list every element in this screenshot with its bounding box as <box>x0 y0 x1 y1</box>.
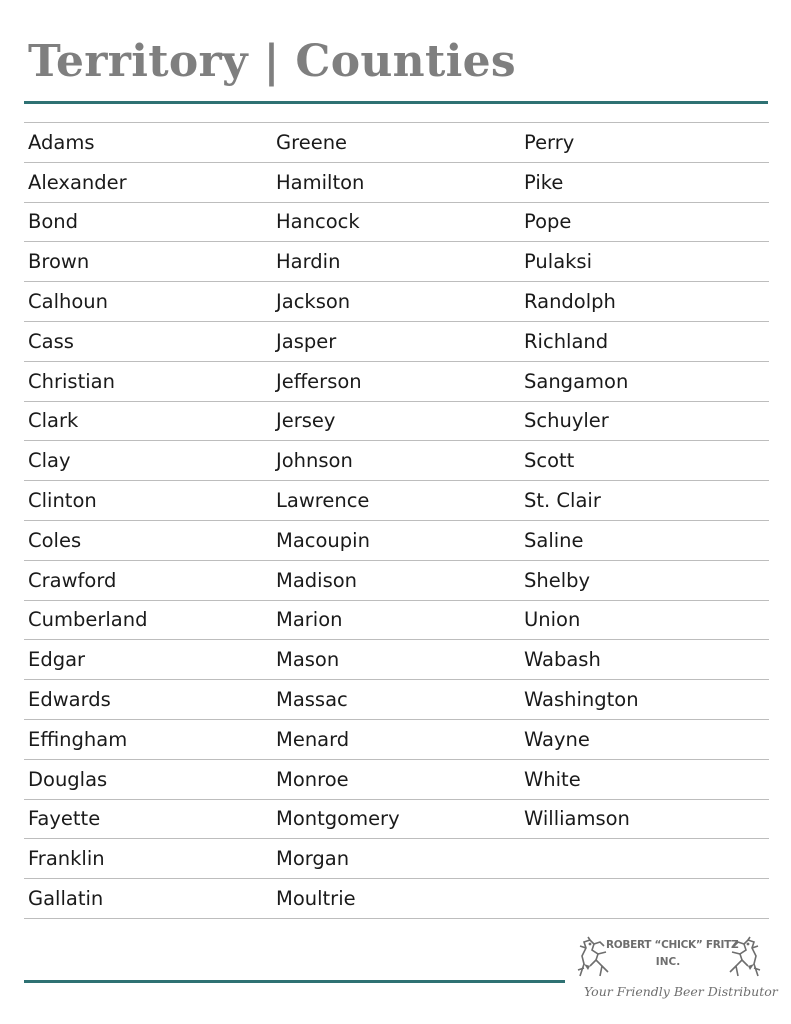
county-cell: Massac <box>272 680 520 720</box>
county-table <box>24 122 769 919</box>
county-cell: Hardin <box>272 242 520 282</box>
county-cell: Washington <box>520 680 769 720</box>
county-cell: Cass <box>24 321 272 361</box>
table-row <box>24 242 769 282</box>
county-cell: Richland <box>520 321 769 361</box>
table-row <box>24 799 769 839</box>
county-cell: Jasper <box>272 321 520 361</box>
table-row <box>24 600 769 640</box>
table-row <box>24 123 769 163</box>
table-row <box>24 282 769 322</box>
title-divider <box>24 101 768 104</box>
county-cell: Alexander <box>24 162 272 202</box>
county-cell: Monroe <box>272 759 520 799</box>
footer-divider <box>24 980 565 983</box>
county-cell: Bond <box>24 202 272 242</box>
county-cell: Sangamon <box>520 361 769 401</box>
county-cell: Clay <box>24 441 272 481</box>
table-row <box>24 560 769 600</box>
table-row <box>24 719 769 759</box>
county-cell: Christian <box>24 361 272 401</box>
table-row <box>24 839 769 879</box>
table-row <box>24 361 769 401</box>
county-cell: Morgan <box>272 839 520 879</box>
table-row <box>24 162 769 202</box>
county-cell <box>520 879 769 919</box>
county-table-body <box>24 123 769 919</box>
county-cell <box>520 839 769 879</box>
county-cell: Pulaksi <box>520 242 769 282</box>
company-logo <box>576 936 778 1006</box>
lion-rampant-icon <box>726 936 762 978</box>
county-cell: Hamilton <box>272 162 520 202</box>
county-cell: Effingham <box>24 719 272 759</box>
table-row <box>24 441 769 481</box>
county-cell: St. Clair <box>520 481 769 521</box>
table-row <box>24 401 769 441</box>
county-cell: Douglas <box>24 759 272 799</box>
company-tagline: Your Friendly Beer Distributor <box>584 984 778 999</box>
table-row <box>24 680 769 720</box>
county-cell: Schuyler <box>520 401 769 441</box>
county-cell: Clark <box>24 401 272 441</box>
county-cell: Fayette <box>24 799 272 839</box>
county-cell: Pike <box>520 162 769 202</box>
company-name: ROBERT “CHICK” FRITZ <box>606 939 739 951</box>
page-title: Territory | Counties <box>28 36 516 87</box>
county-cell: Madison <box>272 560 520 600</box>
county-cell: Cumberland <box>24 600 272 640</box>
county-cell: Jersey <box>272 401 520 441</box>
county-cell: Gallatin <box>24 879 272 919</box>
county-cell: Pope <box>520 202 769 242</box>
company-suffix: INC. <box>655 956 681 968</box>
county-cell: Montgomery <box>272 799 520 839</box>
county-cell: Hancock <box>272 202 520 242</box>
county-cell: Edwards <box>24 680 272 720</box>
county-cell: Marion <box>272 600 520 640</box>
table-row <box>24 879 769 919</box>
table-row <box>24 481 769 521</box>
county-cell: Wabash <box>520 640 769 680</box>
county-cell: Adams <box>24 123 272 163</box>
county-cell: Menard <box>272 719 520 759</box>
table-row <box>24 520 769 560</box>
table-row <box>24 202 769 242</box>
county-cell: Saline <box>520 520 769 560</box>
county-cell: Shelby <box>520 560 769 600</box>
county-cell: Perry <box>520 123 769 163</box>
county-cell: Franklin <box>24 839 272 879</box>
county-cell: Johnson <box>272 441 520 481</box>
county-cell: Scott <box>520 441 769 481</box>
county-cell: Crawford <box>24 560 272 600</box>
county-cell: Coles <box>24 520 272 560</box>
county-cell: Brown <box>24 242 272 282</box>
county-cell: Lawrence <box>272 481 520 521</box>
county-cell: Jackson <box>272 282 520 322</box>
table-row <box>24 321 769 361</box>
county-cell: Macoupin <box>272 520 520 560</box>
county-cell: Mason <box>272 640 520 680</box>
table-row <box>24 759 769 799</box>
county-cell: White <box>520 759 769 799</box>
county-cell: Moultrie <box>272 879 520 919</box>
county-cell: Randolph <box>520 282 769 322</box>
county-cell: Wayne <box>520 719 769 759</box>
county-cell: Union <box>520 600 769 640</box>
table-row <box>24 640 769 680</box>
county-cell: Edgar <box>24 640 272 680</box>
county-cell: Clinton <box>24 481 272 521</box>
county-cell: Calhoun <box>24 282 272 322</box>
county-cell: Greene <box>272 123 520 163</box>
county-cell: Jefferson <box>272 361 520 401</box>
county-cell: Williamson <box>520 799 769 839</box>
